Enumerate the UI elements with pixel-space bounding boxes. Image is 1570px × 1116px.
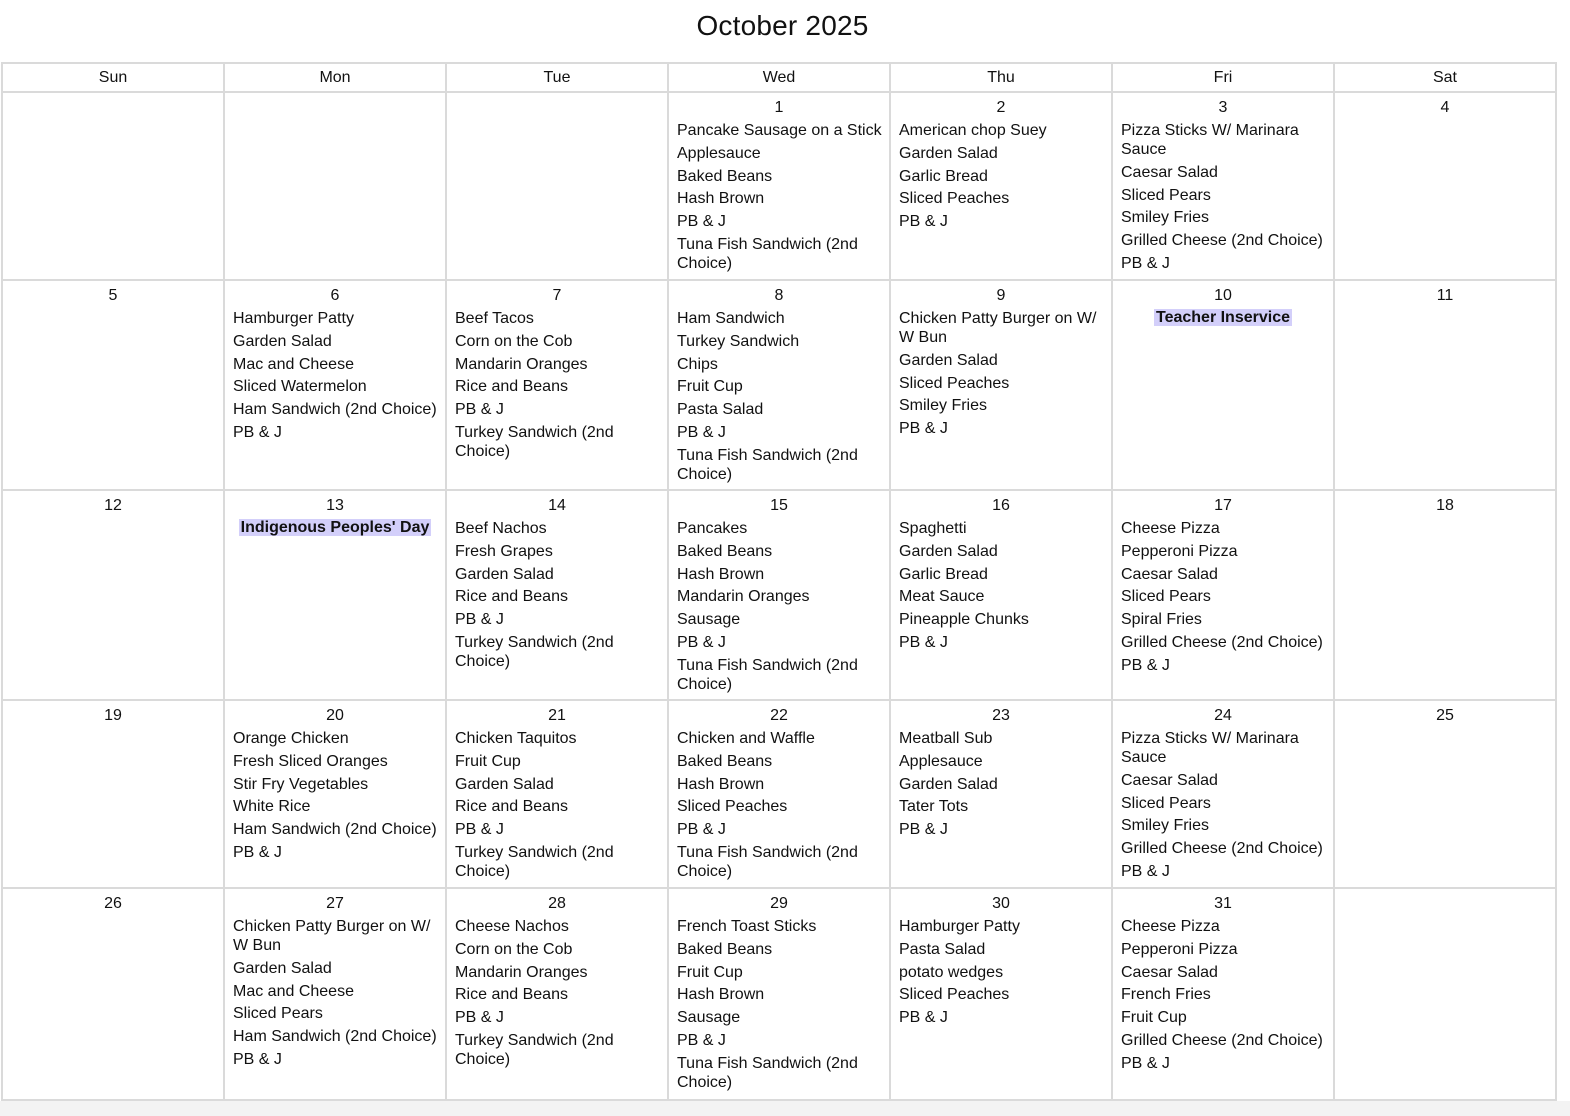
menu-item: American chop Suey	[899, 122, 1047, 139]
menu-item: Ham Sandwich (2nd Choice)	[233, 401, 437, 419]
menu-item: Hash Brown	[677, 565, 765, 583]
weekday-header: Thu	[890, 63, 1112, 92]
menu-item: Smiley Fries	[899, 397, 988, 415]
day-number: 30	[992, 895, 1010, 912]
menu-item: Meat Sauce	[899, 588, 985, 606]
calendar-grid	[1, 62, 1557, 1101]
menu-item: Tuna Fish Sandwich (2nd Choice)	[677, 235, 858, 272]
menu-item: Hash Brown	[677, 775, 765, 793]
menu-item: Ham Sandwich (2nd Choice)	[233, 1028, 437, 1046]
menu-item: PB & J	[1121, 1054, 1170, 1072]
menu-list	[891, 913, 1111, 1027]
menu-item: Hash Brown	[677, 986, 765, 1004]
menu-item: Chips	[677, 355, 718, 373]
day-number: 7	[552, 287, 562, 304]
menu-item: Caesar Salad	[1121, 771, 1218, 789]
menu-item: Pepperoni Pizza	[1121, 940, 1238, 958]
menu-item: Pepperoni Pizza	[1121, 542, 1238, 560]
day-cell[interactable]	[1334, 280, 1556, 490]
day-number: 23	[992, 707, 1010, 724]
menu-item: Smiley Fries	[1121, 817, 1210, 835]
menu-list	[447, 913, 667, 1069]
day-cell[interactable]	[2, 92, 224, 280]
day-cell[interactable]	[2, 490, 224, 700]
day-number: 24	[1214, 707, 1232, 724]
menu-item: Turkey Sandwich (2nd Choice)	[455, 633, 614, 670]
menu-item: Fruit Cup	[1121, 1009, 1187, 1027]
menu-item: Pizza Sticks W/ Marinara Sauce	[1121, 730, 1299, 766]
menu-item: Fresh Grapes	[455, 542, 553, 560]
menu-item: Stir Fry Vegetables	[233, 775, 369, 793]
day-cell[interactable]	[446, 888, 668, 1100]
day-cell[interactable]	[446, 700, 668, 888]
menu-item: Garden Salad	[899, 351, 998, 369]
calendar-week-row	[2, 888, 1556, 1100]
weekday-header: Wed	[668, 63, 890, 92]
calendar-week-row	[2, 92, 1556, 280]
day-number: 5	[108, 287, 118, 304]
menu-item: Turkey Sandwich (2nd Choice)	[455, 423, 614, 460]
menu-item: Fruit Cup	[677, 378, 743, 396]
menu-item: Meatball Sub	[899, 730, 993, 747]
menu-item: Caesar Salad	[1121, 963, 1218, 981]
menu-item: PB & J	[455, 821, 504, 839]
day-number: 31	[1214, 895, 1232, 912]
menu-item: PB & J	[1121, 862, 1170, 880]
day-number: 21	[548, 707, 566, 724]
menu-item: Baked Beans	[677, 542, 773, 560]
day-number: 1	[774, 99, 784, 116]
day-number	[447, 99, 667, 117]
day-cell[interactable]	[668, 280, 890, 490]
weekday-header-row	[2, 63, 1556, 92]
menu-item: Grilled Cheese (2nd Choice)	[1121, 1031, 1323, 1049]
day-number: 6	[330, 287, 340, 304]
day-cell[interactable]	[1334, 92, 1556, 280]
day-number: 15	[770, 497, 788, 514]
day-cell[interactable]	[1334, 700, 1556, 888]
weekday-header: Mon	[224, 63, 446, 92]
menu-item: Ham Sandwich	[677, 310, 785, 327]
calendar-body	[2, 92, 1556, 1100]
menu-item: PB & J	[677, 633, 726, 651]
menu-item: Sliced Peaches	[899, 986, 1010, 1004]
day-cell[interactable]	[1112, 888, 1334, 1100]
calendar-week-row	[2, 700, 1556, 888]
menu-list	[891, 515, 1111, 652]
menu-item: Tuna Fish Sandwich (2nd Choice)	[677, 1054, 858, 1091]
page-title: October 2025	[696, 10, 869, 41]
menu-item: PB & J	[899, 1009, 948, 1027]
menu-item: Mac and Cheese	[233, 355, 354, 373]
highlighted-event: Teacher Inservice	[1155, 309, 1290, 326]
menu-item: PB & J	[233, 423, 282, 441]
weekday-header: Sun	[2, 63, 224, 92]
day-cell[interactable]	[2, 280, 224, 490]
day-number: 9	[996, 287, 1006, 304]
menu-item: Sliced Peaches	[899, 374, 1010, 392]
menu-item: Hamburger Patty	[233, 310, 354, 327]
weekday-header: Fri	[1112, 63, 1334, 92]
day-number: 10	[1214, 287, 1232, 304]
day-cell[interactable]	[446, 92, 668, 280]
menu-item: PB & J	[455, 1009, 504, 1027]
menu-list	[669, 305, 889, 484]
menu-item: Garden Salad	[899, 144, 998, 162]
menu-item: Rice and Beans	[455, 798, 568, 816]
menu-item: Sausage	[677, 611, 741, 629]
menu-item: Garden Salad	[899, 542, 998, 560]
day-cell[interactable]	[446, 280, 668, 490]
menu-item: Garden Salad	[455, 775, 554, 793]
menu-list	[669, 515, 889, 694]
menu-item: Sliced Peaches	[677, 798, 788, 816]
menu-item: Fruit Cup	[677, 963, 743, 981]
menu-item: Rice and Beans	[455, 986, 568, 1004]
menu-list	[447, 305, 667, 461]
menu-item: potato wedges	[899, 963, 1004, 981]
menu-item: Orange Chicken	[233, 730, 349, 747]
day-number: 3	[1218, 99, 1228, 116]
weekday-header: Sat	[1334, 63, 1556, 92]
menu-item: PB & J	[677, 423, 726, 441]
menu-item: Cheese Pizza	[1121, 520, 1220, 537]
day-cell[interactable]	[2, 700, 224, 888]
menu-item: Beef Tacos	[455, 310, 534, 327]
menu-item: Rice and Beans	[455, 588, 568, 606]
day-number: 16	[992, 497, 1010, 514]
menu-item: Pineapple Chunks	[899, 611, 1029, 629]
menu-item: Cheese Nachos	[455, 918, 569, 935]
menu-list	[1113, 117, 1333, 273]
menu-item: PB & J	[899, 821, 948, 839]
day-cell[interactable]	[668, 490, 890, 700]
menu-item: Corn on the Cob	[455, 332, 573, 350]
day-cell[interactable]	[668, 92, 890, 280]
menu-list	[669, 117, 889, 273]
menu-item: Spaghetti	[899, 520, 967, 537]
day-cell[interactable]	[668, 888, 890, 1100]
menu-list	[669, 913, 889, 1092]
menu-item: Corn on the Cob	[455, 940, 573, 958]
day-note	[1113, 308, 1333, 328]
menu-item: PB & J	[233, 1050, 282, 1068]
menu-item: Applesauce	[677, 144, 761, 162]
day-number: 28	[548, 895, 566, 912]
menu-item: Sausage	[677, 1009, 741, 1027]
menu-list	[225, 305, 445, 442]
day-number: 20	[326, 707, 344, 724]
menu-item: Beef Nachos	[455, 520, 547, 537]
day-note	[225, 518, 445, 538]
menu-item: Fresh Sliced Oranges	[233, 752, 388, 770]
menu-item: Baked Beans	[677, 167, 773, 185]
day-number: 27	[326, 895, 344, 912]
day-number: 25	[1436, 707, 1454, 724]
calendar-week-row	[2, 490, 1556, 700]
menu-item: Garlic Bread	[899, 565, 988, 583]
day-number: 12	[104, 497, 122, 514]
menu-item: PB & J	[677, 1031, 726, 1049]
menu-list	[447, 725, 667, 881]
day-cell[interactable]	[1112, 280, 1334, 490]
menu-item: Chicken Patty Burger on W/ W Bun	[899, 310, 1097, 346]
day-cell[interactable]	[1112, 490, 1334, 700]
menu-item: Ham Sandwich (2nd Choice)	[233, 821, 437, 839]
menu-item: Mandarin Oranges	[455, 355, 588, 373]
day-number	[1335, 895, 1555, 913]
menu-item: Spiral Fries	[1121, 611, 1202, 629]
day-cell[interactable]	[890, 888, 1112, 1100]
day-number: 13	[326, 497, 344, 514]
day-cell[interactable]	[668, 700, 890, 888]
menu-item: Cheese Pizza	[1121, 918, 1220, 935]
day-number	[225, 99, 445, 117]
menu-item: Tuna Fish Sandwich (2nd Choice)	[677, 446, 858, 483]
calendar-week-row	[2, 280, 1556, 490]
day-number: 14	[548, 497, 566, 514]
menu-item: Hash Brown	[677, 190, 765, 208]
menu-list	[891, 725, 1111, 839]
day-number: 4	[1440, 99, 1450, 116]
menu-list	[1113, 913, 1333, 1073]
menu-item: Sliced Pears	[233, 1005, 323, 1023]
menu-item: Sliced Peaches	[899, 190, 1010, 208]
day-cell[interactable]	[2, 888, 224, 1100]
day-number: 11	[1436, 287, 1454, 304]
menu-item: PB & J	[899, 420, 948, 438]
menu-item: Grilled Cheese (2nd Choice)	[1121, 232, 1323, 250]
day-number: 19	[104, 707, 122, 724]
day-cell[interactable]	[224, 280, 446, 490]
menu-item: Tuna Fish Sandwich (2nd Choice)	[677, 656, 858, 693]
menu-item: Chicken Taquitos	[455, 730, 577, 747]
day-number: 22	[770, 707, 788, 724]
menu-item: Hamburger Patty	[899, 918, 1020, 935]
menu-item: PB & J	[1121, 254, 1170, 272]
day-cell[interactable]	[1112, 92, 1334, 280]
menu-item: Pasta Salad	[677, 401, 764, 419]
day-cell[interactable]	[1334, 490, 1556, 700]
menu-item: Grilled Cheese (2nd Choice)	[1121, 840, 1323, 858]
menu-item: Garden Salad	[233, 332, 332, 350]
day-cell[interactable]	[890, 92, 1112, 280]
menu-item: Turkey Sandwich (2nd Choice)	[455, 843, 614, 880]
menu-list	[225, 913, 445, 1069]
menu-item: Rice and Beans	[455, 378, 568, 396]
menu-item: Garlic Bread	[899, 167, 988, 185]
menu-list	[225, 725, 445, 862]
menu-item: PB & J	[1121, 656, 1170, 674]
menu-item: PB & J	[677, 213, 726, 231]
menu-item: Mandarin Oranges	[677, 588, 810, 606]
menu-item: Pasta Salad	[899, 940, 986, 958]
menu-list	[669, 725, 889, 881]
day-number: 17	[1214, 497, 1232, 514]
menu-item: Turkey Sandwich	[677, 332, 800, 350]
day-cell[interactable]	[890, 490, 1112, 700]
menu-item: Pancakes	[677, 520, 748, 537]
menu-item: Baked Beans	[677, 752, 773, 770]
menu-item: Smiley Fries	[1121, 209, 1210, 227]
menu-item: PB & J	[455, 611, 504, 629]
menu-item: Pizza Sticks W/ Marinara Sauce	[1121, 122, 1299, 158]
highlighted-event: Indigenous Peoples' Day	[240, 519, 430, 536]
day-number	[3, 99, 223, 117]
menu-item: PB & J	[233, 843, 282, 861]
menu-item: Applesauce	[899, 752, 983, 770]
day-cell[interactable]	[224, 490, 446, 700]
day-number: 2	[996, 99, 1006, 116]
menu-item: Caesar Salad	[1121, 565, 1218, 583]
menu-item: Garden Salad	[233, 959, 332, 977]
menu-item: Mac and Cheese	[233, 982, 354, 1000]
menu-list	[891, 305, 1111, 438]
day-cell[interactable]	[1334, 888, 1556, 1100]
menu-item: Sliced Pears	[1121, 588, 1211, 606]
menu-item: Baked Beans	[677, 940, 773, 958]
menu-item: Sliced Watermelon	[233, 378, 367, 396]
menu-item: Garden Salad	[899, 775, 998, 793]
day-number: 18	[1436, 497, 1454, 514]
menu-list	[1113, 515, 1333, 675]
menu-item: Mandarin Oranges	[455, 963, 588, 981]
menu-item: Sliced Pears	[1121, 794, 1211, 812]
menu-item: Tater Tots	[899, 798, 969, 816]
menu-item: Turkey Sandwich (2nd Choice)	[455, 1031, 614, 1068]
menu-item: Caesar Salad	[1121, 163, 1218, 181]
menu-list	[447, 515, 667, 671]
menu-item: Tuna Fish Sandwich (2nd Choice)	[677, 843, 858, 880]
day-number: 26	[104, 895, 122, 912]
day-cell[interactable]	[890, 700, 1112, 888]
day-number: 29	[770, 895, 788, 912]
day-cell[interactable]	[224, 888, 446, 1100]
menu-item: Pancake Sausage on a Stick	[677, 122, 882, 139]
menu-item: PB & J	[899, 633, 948, 651]
menu-list	[891, 117, 1111, 231]
menu-item: Fruit Cup	[455, 752, 521, 770]
day-cell[interactable]	[224, 92, 446, 280]
day-cell[interactable]	[890, 280, 1112, 490]
menu-item: Sliced Pears	[1121, 186, 1211, 204]
menu-item: PB & J	[677, 821, 726, 839]
menu-item: French Toast Sticks	[677, 918, 817, 935]
menu-item: PB & J	[455, 401, 504, 419]
day-cell[interactable]	[1112, 700, 1334, 888]
day-cell[interactable]	[446, 490, 668, 700]
menu-item: PB & J	[899, 213, 948, 231]
bottom-scroll-area	[0, 1101, 1570, 1116]
weekday-header: Tue	[446, 63, 668, 92]
menu-item: Chicken Patty Burger on W/ W Bun	[233, 918, 431, 954]
menu-item: Garden Salad	[455, 565, 554, 583]
menu-item: Grilled Cheese (2nd Choice)	[1121, 633, 1323, 651]
menu-item: White Rice	[233, 798, 311, 816]
menu-list	[1113, 725, 1333, 881]
menu-item: French Fries	[1121, 986, 1211, 1004]
day-cell[interactable]	[224, 700, 446, 888]
day-number: 8	[774, 287, 784, 304]
menu-item: Chicken and Waffle	[677, 730, 815, 747]
